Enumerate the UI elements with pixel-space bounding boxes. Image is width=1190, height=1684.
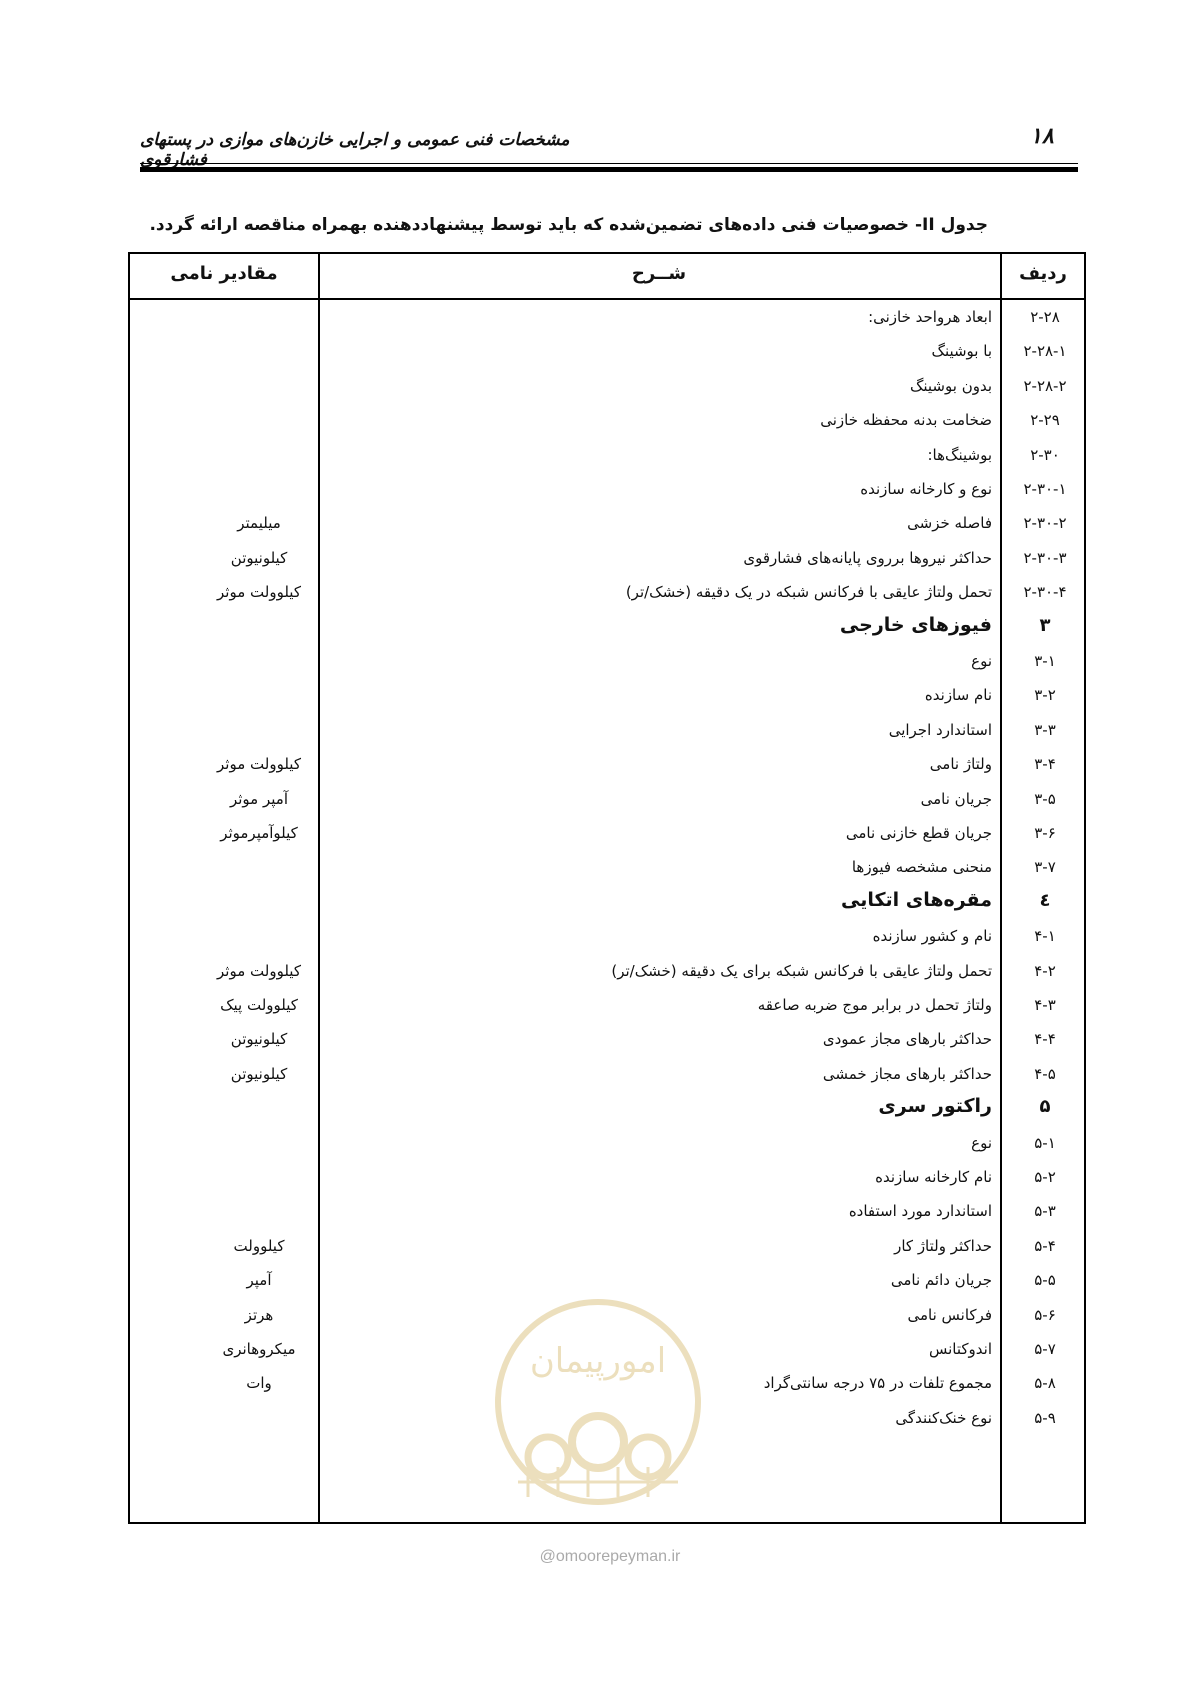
table-row [130,1194,1084,1230]
row-description: ضخامت بدنه محفظه خازنی [820,411,992,430]
row-index: ۳-۱ [1034,652,1056,670]
table-row [130,1229,1084,1265]
stamp-text: امورپیمان [529,1341,667,1381]
table-section-row [130,1091,1084,1127]
row-unit: کیلونیوتن [230,1030,288,1049]
row-index: ۳-۷ [1034,858,1056,877]
row-description: مجموع تلفات در ۷۵ درجه سانتی‌گراد [763,1374,992,1393]
row-unit: کیلوولت موثر [217,961,301,980]
table-row [130,919,1084,955]
row-description: نوع خنک‌کنندگی [895,1408,992,1427]
row-index: ۵-۱ [1034,1133,1056,1152]
row-index: ۲-۲۸ [1030,308,1060,326]
row-unit: آمپر موثر [229,789,288,808]
row-description: حداکثر بارهای مجاز خمشی [822,1064,992,1083]
row-description: نام و کشور سازنده [872,927,992,946]
table-caption: جدول II- خصوصیات فنی داده‌های تضمین‌شده که باید توسط پیشنهاددهنده بهمراه مناقصه ارائه گردد. [149,215,988,235]
page-number: ۱۸ [1030,124,1054,149]
row-index: ۲-۲۸-۲ [1023,376,1067,395]
row-index: ۲-۳۰-۴ [1023,583,1067,602]
table-row [130,988,1084,1024]
row-unit: کیلوولت پیک [220,996,298,1014]
row-index: ۲-۳۰-۳ [1023,548,1067,567]
row-index: ۵-۳ [1034,1202,1056,1221]
row-unit: میکروهانری [222,1340,296,1358]
header-index: ردیف [1019,263,1067,284]
row-index: ۴-۲ [1034,961,1056,980]
row-index: ۲-۳۰ [1030,445,1060,464]
table-row [130,816,1084,852]
row-description: مقره‌های اتکایی [841,888,992,911]
row-index: ۵ [1039,1096,1051,1118]
row-description: نوع و کارخانه سازنده [860,480,992,498]
table-row [130,1022,1084,1058]
row-index: ۴-۱ [1034,927,1056,946]
row-index: ۲-۲۸-۱ [1023,342,1067,361]
header-description: شــرح [631,263,687,284]
header-unit: مقادیر نامی [170,263,278,284]
table-row [130,678,1084,714]
row-index: ۳-۶ [1034,824,1056,842]
table-row [130,1160,1084,1196]
row-index: ۲-۲۹ [1030,411,1060,430]
row-index: ۴-۳ [1034,996,1056,1014]
table-row [130,506,1084,542]
row-index: ۳ [1039,614,1051,636]
row-index: ۵-۲ [1034,1168,1056,1186]
row-index: ۲-۳۰-۲ [1023,514,1067,533]
row-unit: کیلونیوتن [230,548,288,567]
row-description: جریان دائم نامی [890,1271,992,1290]
row-description: تحمل ولتاژ عایقی با فرکانس شبکه برای یک دقیقه (خشک/تر) [611,961,992,980]
row-unit: وات [246,1374,272,1393]
row-description: فیوزهای خارجی [839,613,992,636]
table-row [130,644,1084,680]
table-row [130,300,1084,336]
row-description: حداکثر ولتاژ کار [894,1236,992,1255]
row-unit: کیلوولت موثر [217,755,301,774]
row-index: ۵-۵ [1034,1271,1056,1290]
row-description: بدون بوشینگ [909,376,992,395]
row-description: جریان قطع خازنی نامی [845,824,992,842]
row-description: نام سازنده [924,686,992,705]
row-unit: کیلوولت [233,1236,285,1255]
row-index: ۳-۴ [1034,755,1056,774]
row-description: استاندارد مورد استفاده [848,1202,992,1221]
row-description: ولتاژ تحمل در برابر موج ضربه صاعقه [757,996,992,1014]
row-index: ۳-۳ [1034,720,1056,739]
table-row [130,1126,1084,1162]
row-description: نوع [971,1133,992,1152]
row-index: ۵-۷ [1034,1340,1056,1358]
row-description: راکتور سری [878,1095,992,1118]
row-index: ۳-۵ [1034,789,1056,808]
row-description: استاندارد اجرایی [888,720,992,739]
row-index: ۵-۸ [1034,1374,1056,1393]
table-row [130,1057,1084,1093]
table-header-row [130,254,1084,300]
header-rule-thin [140,163,1078,164]
table-row [130,472,1084,508]
header-rule-thick [140,167,1078,172]
row-description: حداکثر بارهای مجاز عمودی [822,1030,992,1049]
row-unit: میلیمتر [237,514,281,533]
row-description: منحنی مشخصه فیوزها [851,858,992,877]
row-index: ۲-۳۰-۱ [1023,480,1067,498]
row-unit: هرتز [244,1305,274,1324]
row-index: ۵-۴ [1034,1236,1056,1255]
table-row [130,575,1084,611]
row-description: ولتاژ نامی [929,755,992,774]
row-index: ۵-۶ [1034,1305,1056,1324]
table-row [130,747,1084,783]
table-row [130,438,1084,474]
row-unit: کیلوولت موثر [217,583,301,602]
row-index: ۴-۵ [1034,1064,1056,1083]
running-header-title: مشخصات فنی عمومی و اجرایی خازن‌های موازی در پستهای فشارقوی [140,130,570,170]
row-description: حداکثر نیروها برروی پایانه‌های فشارقوی [743,548,992,567]
row-description: فرکانس نامی [907,1305,992,1324]
row-description: جریان نامی [920,789,992,808]
row-description: نوع [971,652,992,670]
table-row [130,782,1084,818]
row-description: فاصله خزشی [907,514,992,533]
table-section-row [130,610,1084,646]
table-row [130,954,1084,990]
row-unit: آمپر [246,1271,272,1290]
table-row [130,850,1084,886]
row-description: تحمل ولتاژ عایقی با فرکانس شبکه در یک دقیقه (خشک/تر) [625,583,992,602]
row-description: با بوشینگ [931,342,992,361]
row-description: ابعاد هرواحد خازنی: [868,308,992,326]
row-index: ۳-۲ [1034,686,1056,705]
row-index: ۵-۹ [1034,1408,1056,1427]
row-unit: کیلوآمپرموثر [220,824,298,842]
table-row [130,541,1084,577]
row-index: ٤ [1039,889,1051,911]
row-description: بوشینگ‌ها: [927,445,992,464]
table-row [130,369,1084,405]
row-unit: کیلونیوتن [230,1064,288,1083]
table-row [130,334,1084,370]
row-description: نام کارخانه سازنده [875,1168,992,1186]
row-description: اندوکتانس [929,1340,992,1358]
watermark-handle: @omoorepeyman.ir [539,1548,681,1565]
table-row [130,403,1084,439]
table-row [130,713,1084,749]
table-section-row [130,885,1084,921]
company-stamp-logo [488,1292,708,1512]
row-index: ۴-۴ [1034,1030,1056,1049]
